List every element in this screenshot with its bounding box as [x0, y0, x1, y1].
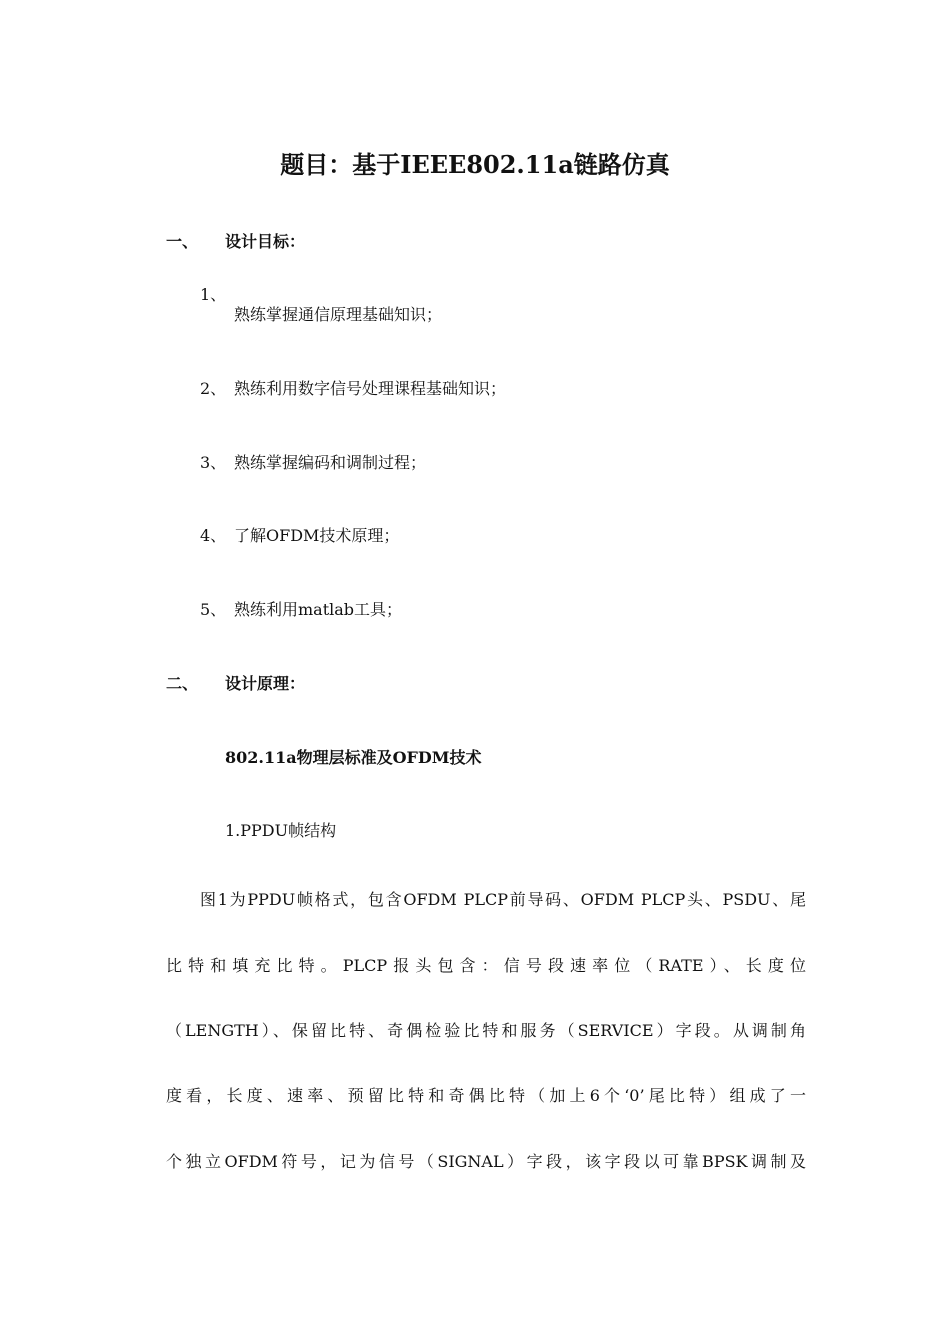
paragraph-line-5: 个独立OFDM符号，记为信号（SIGNAL）字段，该字段以可靠BPSK调制及 — [166, 1152, 806, 1171]
section-1-number: 一、 — [166, 232, 199, 251]
document-title: 题目：基于IEEE802.11a链路仿真 — [280, 150, 670, 179]
section-2-heading: 设计原理： — [225, 674, 306, 693]
list-item-1-text: 熟练掌握通信原理基础知识； — [234, 305, 443, 324]
section-2-number: 二、 — [166, 674, 199, 693]
subheading: 802.11a物理层标准及OFDM技术 — [225, 748, 482, 767]
paragraph-line-4: 度看，长度、速率、预留比特和奇偶比特（加上6个‘0’尾比特）组成了一 — [166, 1086, 806, 1105]
list-item-3-text: 熟练掌握编码和调制过程； — [234, 453, 427, 472]
list-item-4-number: 4、 — [200, 526, 227, 545]
list-item-2-text: 熟练利用数字信号处理课程基础知识； — [234, 379, 507, 398]
list-item-1-number: 1、 — [200, 285, 227, 304]
list-item-5-number: 5、 — [200, 600, 227, 619]
list-item-2-number: 2、 — [200, 379, 227, 398]
list-item-4-text: 了解OFDM技术原理； — [234, 526, 400, 545]
paragraph-line-1: 图1为PPDU帧格式，包含OFDM PLCP前导码、OFDM PLCP头、PSDU、尾 — [200, 890, 806, 909]
section-1-heading: 设计目标： — [225, 232, 306, 251]
subsection-title: 1.PPDU帧结构 — [225, 821, 337, 840]
list-item-3-number: 3、 — [200, 453, 227, 472]
paragraph-line-3: （LENGTH）、保留比特、奇偶检验比特和服务（SERVICE）字段。从调制角 — [166, 1021, 806, 1040]
paragraph-line-2: 比特和填充比特。PLCP报头包含：信号段速率位（RATE）、长度位 — [166, 956, 806, 975]
list-item-5-text: 熟练利用matlab工具； — [234, 600, 403, 619]
